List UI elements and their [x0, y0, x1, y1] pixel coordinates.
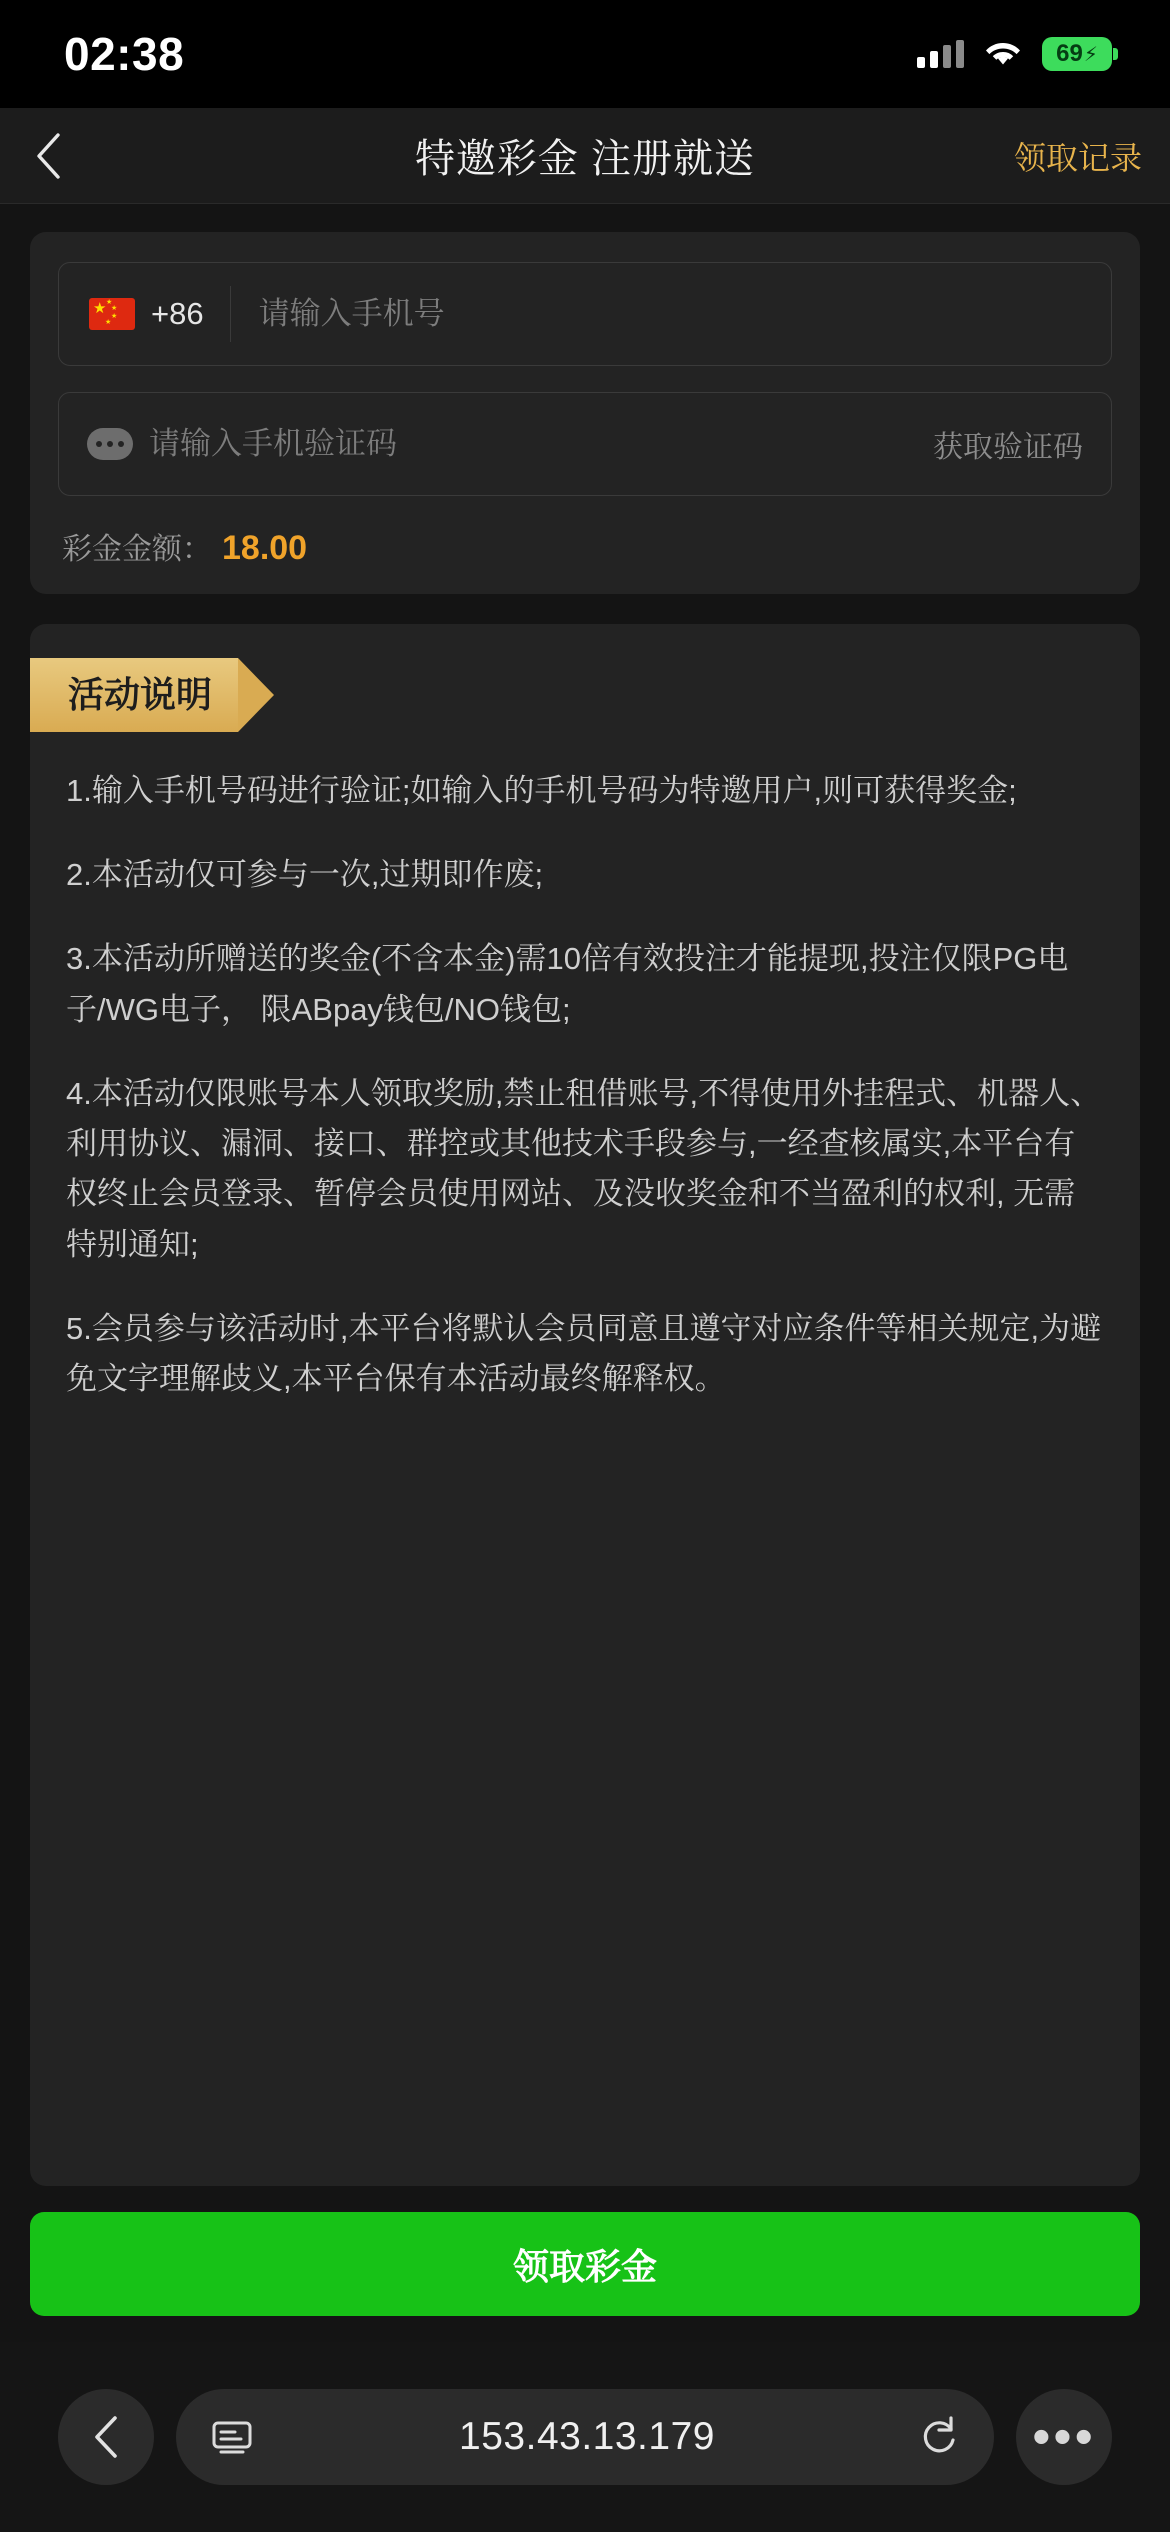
- battery-level: 69: [1056, 40, 1083, 67]
- verification-code-field[interactable]: [58, 392, 1112, 496]
- navigation-bar: [0, 108, 1170, 204]
- rule-item: 2.本活动仅可参与一次,过期即作废;: [66, 857, 544, 893]
- rule-item: 4.本活动仅限账号本人领取奖励,禁止租借账号,不得使用外挂程式、机器人、利用协议、漏洞、接口、群控或其他技术手段参与,一经查核属实,本平台有权终止会员登录、暂停会员使用网站、及没收奖金和不当盈利的权利, 无需特别通知;: [66, 1075, 1102, 1262]
- country-code-selector[interactable]: [59, 286, 231, 342]
- phone-field[interactable]: [58, 262, 1112, 366]
- china-flag-icon: ★ ★ ★ ★ ★: [89, 298, 135, 330]
- battery-icon: [1042, 37, 1112, 71]
- rules-body: [30, 732, 1140, 1424]
- registration-form-card: [30, 232, 1140, 594]
- phone-input[interactable]: [231, 296, 1111, 332]
- status-time: 02:38: [64, 28, 185, 80]
- rule-item: 1.输入手机号码进行验证;如输入的手机号码为特邀用户,则可获得奖金;: [66, 773, 1017, 808]
- sms-code-icon: [87, 428, 133, 460]
- rules-ribbon-title: 活动说明: [30, 658, 238, 732]
- bonus-amount-value: 18.00: [222, 529, 308, 567]
- rule-item: 5.会员参与该活动时,本平台将默认会员同意且遵守对应条件等相关规定,为避免文字理解歧义,本平台保有本活动最终解释权。: [66, 1310, 1102, 1396]
- chevron-left-icon: [89, 2414, 123, 2460]
- page-title: 特邀彩金 注册就送: [414, 137, 756, 181]
- charging-bolt-icon: ⚡: [1083, 43, 1098, 66]
- claim-bonus-button[interactable]: 领取彩金: [30, 2212, 1140, 2316]
- back-button[interactable]: [0, 108, 96, 204]
- reader-view-icon[interactable]: [210, 2417, 254, 2457]
- country-code-label: +86: [151, 296, 204, 331]
- status-indicators: [917, 37, 1112, 71]
- url-text[interactable]: 153.43.13.179: [459, 2415, 715, 2458]
- ellipsis-icon: •••: [1032, 2407, 1096, 2466]
- verification-code-input[interactable]: [133, 426, 923, 462]
- wifi-icon: [984, 40, 1022, 68]
- rules-panel: [30, 624, 1140, 2186]
- reload-icon[interactable]: [920, 2415, 960, 2459]
- cta-container: [0, 2186, 1170, 2342]
- page-content: [0, 204, 1170, 2342]
- rule-item: 3.本活动所赠送的奖金(不含本金)需10倍有效投注才能提现,投注仅限PG电子/WG电子， 限ABpay钱包/NO钱包;: [66, 941, 1069, 1027]
- chevron-left-icon: [34, 132, 62, 180]
- bonus-amount-row: [58, 524, 1112, 568]
- status-bar: [0, 0, 1170, 108]
- bonus-amount-label: 彩金金额：: [62, 533, 212, 566]
- browser-back-button[interactable]: [58, 2389, 154, 2485]
- address-bar[interactable]: [176, 2389, 994, 2485]
- get-code-button[interactable]: 获取验证码: [933, 431, 1083, 464]
- browser-toolbar: [0, 2342, 1170, 2532]
- browser-more-button[interactable]: [1016, 2389, 1112, 2485]
- cellular-signal-icon: [917, 40, 964, 68]
- claim-record-link[interactable]: 领取记录: [1013, 139, 1142, 176]
